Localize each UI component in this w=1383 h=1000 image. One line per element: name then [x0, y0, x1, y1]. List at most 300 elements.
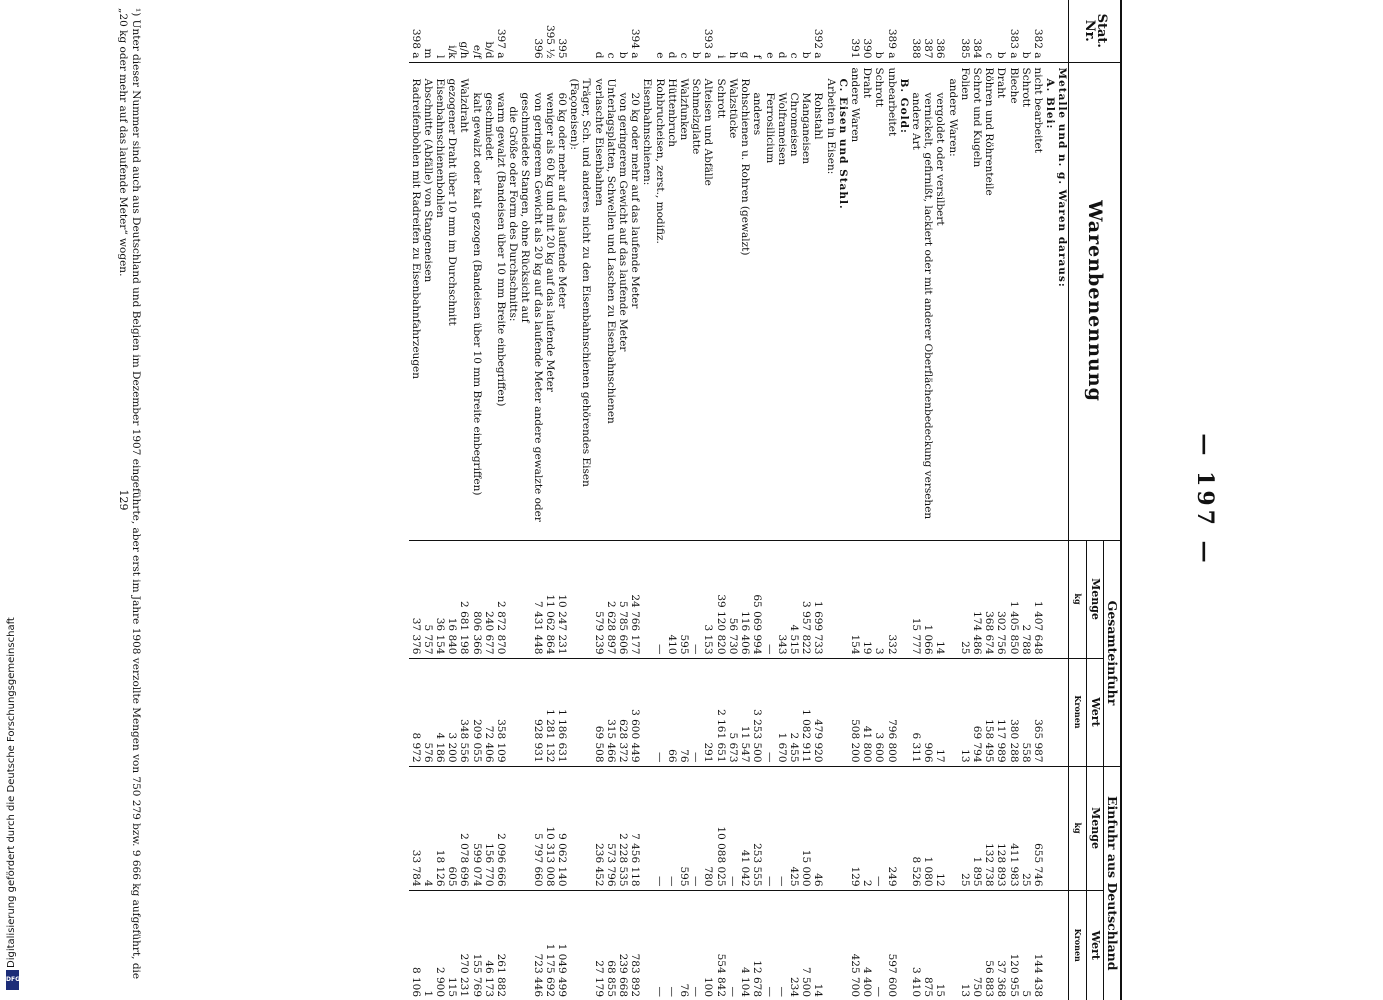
- description-cell: 20 kg oder mehr auf das laufende Meter: [629, 62, 641, 540]
- table-heading-row: [1056, 0, 1069, 1000]
- footnote: ¹) Unter dieser Nummer sind auch aus Deutschland und Belgien im Dezember 1907 eingeführte, aber erst im Jahre 1908 verzollte Mengen von 750 279 bzw. 9 666 kg aufgeführt, die „20 kg oder mehr auf das laufende Meter“ wogen.: [117, 8, 142, 980]
- total-value-cell: 11 547: [739, 658, 751, 766]
- total-value-cell: 796 800: [885, 658, 897, 766]
- description-cell: C. Eisen und Stahl.: [837, 62, 849, 540]
- germany-quantity-cell: 41 042: [739, 766, 751, 890]
- table-row: [971, 0, 983, 1000]
- total-value-cell: [837, 658, 849, 766]
- stat-nr-cell: 393 a: [702, 28, 715, 59]
- germany-value-cell: [507, 890, 519, 1000]
- total-value-cell: 358 109: [495, 658, 507, 766]
- total-value-cell: 72 406: [483, 658, 495, 766]
- germany-quantity-cell: —: [653, 766, 665, 890]
- stat-nr-cell: m: [421, 48, 434, 59]
- total-value-cell: —: [763, 658, 775, 766]
- total-value-cell: 1 186 631: [556, 658, 568, 766]
- table-row: [678, 0, 690, 1000]
- stat-nr-cell: [641, 0, 653, 62]
- germany-quantity-cell: 1 895: [971, 766, 983, 890]
- germany-quantity-cell: 33 784: [409, 766, 421, 890]
- total-quantity-cell: 332: [885, 540, 897, 658]
- germany-quantity-cell: 2 078 696: [458, 766, 470, 890]
- table-row: [922, 0, 934, 1000]
- germany-value-cell: —: [763, 890, 775, 1000]
- germany-quantity-cell: —: [666, 766, 678, 890]
- germany-value-cell: 2 900: [434, 890, 446, 1000]
- stat-nr-cell: c: [983, 52, 996, 59]
- table-row: [690, 0, 702, 1000]
- total-quantity-cell: 65 069 994: [751, 540, 763, 658]
- stat-nr-cell: g: [739, 51, 752, 59]
- total-quantity-cell: 16 840: [446, 540, 458, 658]
- total-value-cell: [641, 658, 653, 766]
- total-value-cell: 209 055: [470, 658, 482, 766]
- description-cell: A. Blei:: [1044, 62, 1056, 540]
- germany-quantity-cell: 5 797 660: [519, 766, 543, 890]
- stat-nr-cell: b: [1019, 51, 1032, 59]
- total-quantity-cell: 5 757: [422, 540, 434, 658]
- germany-quantity-cell: 12: [934, 766, 946, 890]
- germany-quantity-cell: 46: [812, 766, 824, 890]
- table-heading-row: [946, 0, 958, 1000]
- description-cell: Rohbrucheisen, zerst., modifiz.: [653, 62, 665, 540]
- description-cell: vergoldet oder versilbert: [934, 62, 946, 540]
- total-quantity-header: Menge: [1086, 540, 1103, 658]
- germany-value-cell: 27 179: [592, 890, 604, 1000]
- description-cell: Träger, Sch. und anderes nicht zu den Eisenbahnschienen gehörendes Eisen (Façoneisen):: [568, 62, 592, 540]
- total-value-cell: 365 987: [1032, 658, 1044, 766]
- stat-nr-cell: 395: [556, 38, 569, 59]
- germany-value-cell: —: [653, 890, 665, 1000]
- germany-value-cell: 7 500: [800, 890, 812, 1000]
- stat-nr-cell: d: [665, 51, 678, 59]
- germany-value-cell: [568, 890, 592, 1000]
- table-heading-row: [641, 0, 653, 1000]
- germany-quantity-cell: 1 080: [922, 766, 934, 890]
- total-quantity-cell: 368 674: [983, 540, 995, 658]
- total-value-cell: 558: [1020, 658, 1032, 766]
- table-row: [727, 0, 739, 1000]
- germany-quantity-cell: 236 452: [592, 766, 604, 890]
- total-quantity-cell: [946, 540, 958, 658]
- germany-quantity-cell: 605: [446, 766, 458, 890]
- stat-nr-cell: 392 a: [812, 28, 825, 59]
- total-value-cell: 291: [702, 658, 714, 766]
- germany-quantity-cell: 9 062 140: [556, 766, 568, 890]
- table-row: [983, 0, 995, 1000]
- germany-value-cell: 15: [934, 890, 946, 1000]
- description-cell: andere Waren: [849, 62, 861, 540]
- germany-quantity-cell: [824, 766, 836, 890]
- total-quantity-cell: [507, 540, 519, 658]
- germany-quantity-cell: [837, 766, 849, 890]
- total-quantity-cell: 806 366: [470, 540, 482, 658]
- description-cell: von geringerem Gewicht auf das laufende Meter: [617, 62, 629, 540]
- germany-quantity-cell: [507, 766, 519, 890]
- germany-quantity-cell: —: [690, 766, 702, 890]
- total-quantity-cell: 36 154: [434, 540, 446, 658]
- total-value-cell: 6 311: [910, 658, 922, 766]
- table-heading-row: [837, 0, 849, 1000]
- total-quantity-cell: —: [653, 540, 665, 658]
- table-heading-row: [824, 0, 836, 1000]
- stat-nr-cell: h: [726, 51, 739, 59]
- total-quantity-cell: 302 756: [995, 540, 1007, 658]
- total-quantity-cell: 410: [666, 540, 678, 658]
- total-value-cell: 1 082 911: [800, 658, 812, 766]
- germany-value-cell: 37 368: [995, 890, 1007, 1000]
- germany-value-cell: 3 410: [910, 890, 922, 1000]
- total-value-cell: 2 161 651: [715, 658, 727, 766]
- total-value-cell: 3 600: [873, 658, 885, 766]
- germany-quantity-cell: [641, 766, 653, 890]
- stat-nr-cell: [824, 0, 836, 62]
- description-cell: weniger als 60 kg und mit 20 kg auf das laufende Meter: [544, 62, 556, 540]
- total-quantity-cell: [824, 540, 836, 658]
- table-row: [812, 0, 824, 1000]
- total-quantity-cell: 4 515: [788, 540, 800, 658]
- description-cell: Bleche: [1007, 62, 1019, 540]
- table-row: [470, 0, 482, 1000]
- description-cell: die Größe oder Form des Durchschnitts:: [507, 62, 519, 540]
- stat-nr-cell: b: [873, 51, 886, 59]
- table-row: [409, 0, 421, 1000]
- total-quantity-cell: 15 777: [910, 540, 922, 658]
- table-row: [458, 0, 470, 1000]
- total-quantity-cell: 7 431 448: [519, 540, 543, 658]
- stat-nr-cell: 390: [861, 38, 874, 59]
- germany-value-cell: 750: [971, 890, 983, 1000]
- table-row: [800, 0, 812, 1000]
- description-cell: Ferrosilicium: [763, 62, 775, 540]
- table-row: [592, 0, 604, 1000]
- table-row: [519, 0, 543, 1000]
- stat-nr-cell: b: [617, 51, 630, 59]
- germany-quantity-cell: 25: [1020, 766, 1032, 890]
- stat-nr-cell: 387: [922, 38, 935, 59]
- description-cell: Hüttenbruch: [666, 62, 678, 540]
- table-row: [617, 0, 629, 1000]
- table-row: [959, 0, 971, 1000]
- unit-kronen: Kronen: [1069, 890, 1086, 1000]
- total-value-cell: 479 920: [812, 658, 824, 766]
- germany-quantity-cell: —: [763, 766, 775, 890]
- description-cell: Draht: [861, 62, 873, 540]
- description-cell: Draht: [995, 62, 1007, 540]
- stat-nr-cell: 395 ½: [543, 24, 556, 59]
- digitization-note: [6, 600, 20, 990]
- description-cell: unbearbeitet: [885, 62, 897, 540]
- stat-nr-cell: e: [653, 52, 666, 59]
- total-quantity-cell: 1 066: [922, 540, 934, 658]
- total-value-cell: 906: [922, 658, 934, 766]
- total-value-cell: —: [690, 658, 702, 766]
- germany-quantity-header: Menge: [1086, 766, 1103, 890]
- germany-value-cell: 14: [812, 890, 824, 1000]
- germany-value-cell: 13: [959, 890, 971, 1000]
- table-row: [1032, 0, 1044, 1000]
- germany-value-cell: [837, 890, 849, 1000]
- table-row: [995, 0, 1007, 1000]
- total-import-header: Gesamteinfuhr: [1103, 540, 1121, 766]
- germany-value-cell: 723 446: [519, 890, 543, 1000]
- germany-value-cell: 425 700: [849, 890, 861, 1000]
- germany-quantity-cell: 2 096 666: [495, 766, 507, 890]
- germany-value-cell: —: [873, 890, 885, 1000]
- total-quantity-cell: 3: [873, 540, 885, 658]
- germany-value-cell: 239 668: [617, 890, 629, 1000]
- total-quantity-cell: 1 407 648: [1032, 540, 1044, 658]
- total-value-cell: 348 556: [458, 658, 470, 766]
- table-row: [702, 0, 714, 1000]
- total-value-cell: 17: [934, 658, 946, 766]
- stat-nr-cell: 397 a: [495, 28, 508, 59]
- description-cell: geschmiedet: [483, 62, 495, 540]
- total-quantity-cell: [568, 540, 592, 658]
- total-value-cell: [824, 658, 836, 766]
- description-cell: Schrot und Kugeln: [971, 62, 983, 540]
- total-quantity-cell: 595: [678, 540, 690, 658]
- stat-nr-cell: 396: [531, 38, 544, 59]
- germany-quantity-cell: 7 456 118: [629, 766, 641, 890]
- total-quantity-cell: [1056, 540, 1069, 658]
- total-value-cell: 69 794: [971, 658, 983, 766]
- germany-value-cell: 5: [1020, 890, 1032, 1000]
- germany-value-cell: 270 231: [458, 890, 470, 1000]
- germany-value-cell: —: [666, 890, 678, 1000]
- stat-nr-cell: 382 a: [1031, 28, 1044, 59]
- germany-quantity-cell: 599 074: [470, 766, 482, 890]
- description-cell: Walzdraht: [458, 62, 470, 540]
- description-cell: verlaschte Eisenbahnen: [592, 62, 604, 540]
- description-cell: andere Art: [910, 62, 922, 540]
- germany-quantity-cell: 249: [885, 766, 897, 890]
- germany-quantity-cell: 573 796: [605, 766, 617, 890]
- germany-value-cell: 597 600: [885, 890, 897, 1000]
- total-value-cell: 3 600 449: [629, 658, 641, 766]
- total-value-cell: 117 989: [995, 658, 1007, 766]
- description-cell: Schrott: [873, 62, 885, 540]
- germany-value-cell: [1056, 890, 1069, 1000]
- total-quantity-cell: [898, 540, 910, 658]
- germany-value-cell: 554 842: [715, 890, 727, 1000]
- total-value-cell: 1 670: [776, 658, 788, 766]
- germany-quantity-cell: 129: [849, 766, 861, 890]
- total-value-cell: 5 673: [727, 658, 739, 766]
- stat-nr-cell: 394 a: [629, 28, 642, 59]
- description-cell: Manganeisen: [800, 62, 812, 540]
- total-quantity-cell: 174 486: [971, 540, 983, 658]
- stat-nr-cell: e/f: [470, 44, 483, 59]
- stat-nr-cell: 383 a: [1007, 28, 1020, 59]
- germany-quantity-cell: 15 000: [800, 766, 812, 890]
- table-heading-row: [507, 0, 519, 1000]
- total-value-cell: [898, 658, 910, 766]
- stat-nr-cell: b/d: [482, 41, 495, 59]
- germany-value-header: Wert: [1086, 890, 1103, 1000]
- total-value-cell: 66: [666, 658, 678, 766]
- germany-value-cell: [898, 890, 910, 1000]
- total-quantity-cell: 3 153: [702, 540, 714, 658]
- stat-nr-cell: 388: [909, 38, 922, 59]
- stat-nr-cell: 398 a: [409, 28, 422, 59]
- total-quantity-cell: 2 628 897: [605, 540, 617, 658]
- unit-kg: kg: [1069, 540, 1086, 658]
- stat-nr-cell: [837, 0, 849, 62]
- table-row: [763, 0, 775, 1000]
- stat-nr-cell: b: [690, 51, 703, 59]
- germany-value-cell: —: [727, 890, 739, 1000]
- germany-value-cell: [946, 890, 958, 1000]
- table-row: [544, 0, 556, 1000]
- germany-value-cell: 1 049 499: [556, 890, 568, 1000]
- description-cell: Walzfunken: [678, 62, 690, 540]
- total-quantity-cell: [1044, 540, 1056, 658]
- germany-value-cell: 144 438: [1032, 890, 1044, 1000]
- table-row: [446, 0, 458, 1000]
- stat-nr-cell: i/k: [446, 45, 459, 59]
- germany-value-cell: 783 892: [629, 890, 641, 1000]
- total-quantity-cell: 154: [849, 540, 861, 658]
- germany-value-cell: 68 855: [605, 890, 617, 1000]
- total-value-cell: —: [653, 658, 665, 766]
- germany-quantity-cell: [568, 766, 592, 890]
- table-row: [495, 0, 507, 1000]
- sheet-number: 129: [117, 489, 130, 511]
- table-row: [788, 0, 800, 1000]
- total-quantity-cell: 25: [959, 540, 971, 658]
- germany-quantity-cell: 128 893: [995, 766, 1007, 890]
- total-quantity-cell: 14: [934, 540, 946, 658]
- description-cell: B. Gold:: [898, 62, 910, 540]
- import-statistics-table: [409, 0, 1122, 1000]
- germany-quantity-cell: 655 746: [1032, 766, 1044, 890]
- stat-nr-cell: 391: [848, 38, 861, 59]
- total-value-cell: 69 508: [592, 658, 604, 766]
- total-value-cell: 928 931: [519, 658, 543, 766]
- stat-nr-cell: d: [592, 51, 605, 59]
- stat-nr-cell: d: [775, 51, 788, 59]
- germany-quantity-cell: 425: [788, 766, 800, 890]
- germany-quantity-cell: [1056, 766, 1069, 890]
- stat-nr-cell: 384: [970, 38, 983, 59]
- dfg-logo: DFG: [6, 970, 19, 990]
- stat-nr-cell: f: [751, 54, 764, 59]
- total-value-cell: 8 972: [409, 658, 421, 766]
- table-row: [422, 0, 434, 1000]
- table-row: [739, 0, 751, 1000]
- description-cell: anderes: [751, 62, 763, 540]
- germany-value-cell: 12 678: [751, 890, 763, 1000]
- germany-value-cell: 1: [422, 890, 434, 1000]
- total-value-cell: [568, 658, 592, 766]
- germany-quantity-cell: [1044, 766, 1056, 890]
- description-cell: Rohschienen u. Rohren (gewalzt): [739, 62, 751, 540]
- total-quantity-cell: 579 239: [592, 540, 604, 658]
- total-quantity-cell: —: [763, 540, 775, 658]
- germany-value-cell: 8 106: [409, 890, 421, 1000]
- germany-value-cell: 56 883: [983, 890, 995, 1000]
- description-cell: andere Waren:: [946, 62, 958, 540]
- description-cell: vernickelt, gefirnißt, lackiert oder mit anderer Oberflächenbedeckung versehen: [922, 62, 934, 540]
- stat-nr-cell: [898, 0, 910, 62]
- total-quantity-cell: 37 376: [409, 540, 421, 658]
- germany-value-cell: 115: [446, 890, 458, 1000]
- stat-nr-cell: b: [995, 51, 1008, 59]
- germany-quantity-cell: 780: [702, 766, 714, 890]
- stat-nr-cell: b: [800, 51, 813, 59]
- description-cell: Alteisen und Abfälle: [702, 62, 714, 540]
- stat-nr-cell: l: [434, 55, 447, 59]
- table-row: [776, 0, 788, 1000]
- description-cell: Folien: [959, 62, 971, 540]
- total-quantity-cell: 240 677: [483, 540, 495, 658]
- table-row: [483, 0, 495, 1000]
- germany-quantity-cell: [898, 766, 910, 890]
- table-row: [434, 0, 446, 1000]
- germany-value-cell: 234: [788, 890, 800, 1000]
- table-row: [666, 0, 678, 1000]
- germany-value-cell: [641, 890, 653, 1000]
- total-quantity-cell: 3 957 822: [800, 540, 812, 658]
- digitization-note-text: Digitalisierung gefördert durch die Deutsche Forschungsgemeinschaft: [6, 617, 17, 968]
- table-row: [629, 0, 641, 1000]
- total-quantity-cell: 343: [776, 540, 788, 658]
- total-quantity-cell: 56 730: [727, 540, 739, 658]
- description-cell: Arbeiten in Eisen:: [824, 62, 836, 540]
- germany-value-cell: 261 882: [495, 890, 507, 1000]
- germany-value-cell: 76: [678, 890, 690, 1000]
- total-quantity-cell: 10 247 231: [556, 540, 568, 658]
- germany-value-cell: 4 104: [739, 890, 751, 1000]
- table-heading-row: [898, 0, 910, 1000]
- stat-nr-cell: [507, 0, 519, 62]
- description-cell: gezogener Draht über 10 mm im Durchschnitt: [446, 62, 458, 540]
- page-number: — 197 —: [1192, 433, 1218, 567]
- total-value-cell: 76: [678, 658, 690, 766]
- stat-nr-cell: 389 a: [885, 28, 898, 59]
- germany-quantity-cell: 253 555: [751, 766, 763, 890]
- table-row: [910, 0, 922, 1000]
- germany-value-cell: —: [776, 890, 788, 1000]
- total-quantity-cell: 2 872 870: [495, 540, 507, 658]
- stat-nr-cell: i: [714, 55, 727, 59]
- germany-quantity-cell: 2 228 535: [617, 766, 629, 890]
- description-cell: warm gewalzt (Bandeisen über 10 mm Breite einbegriffen): [495, 62, 507, 540]
- description-cell: kalt gewalzt oder kalt gezogen (Bandeisen über 10 mm Breite einbegriffen): [470, 62, 482, 540]
- germany-quantity-cell: 156 770: [483, 766, 495, 890]
- total-value-cell: 3 200: [446, 658, 458, 766]
- stat-nr-cell: e: [763, 52, 776, 59]
- description-cell: Abschnitte (Abfälle) von Stangeneisen: [422, 62, 434, 540]
- stat-nr-cell: c: [787, 52, 800, 59]
- total-value-cell: [507, 658, 519, 766]
- description-cell: Schmelzglatte: [690, 62, 702, 540]
- germany-value-cell: 100: [702, 890, 714, 1000]
- unit-kronen: Kronen: [1069, 658, 1086, 766]
- description-cell: Röhren und Röhrenteile: [983, 62, 995, 540]
- description-cell: Walzstücke: [727, 62, 739, 540]
- stat-nr-cell: 385: [958, 38, 971, 59]
- description-cell: Radreifenbohlen mit Radreifen zu Eisenbahnfahrzeugen: [409, 62, 421, 540]
- germany-quantity-cell: 411 983: [1007, 766, 1019, 890]
- germany-quantity-cell: 8 526: [910, 766, 922, 890]
- description-cell: 60 kg oder mehr auf das laufende Meter: [556, 62, 568, 540]
- unit-kg: kg: [1069, 766, 1086, 890]
- total-quantity-cell: 2 681 198: [458, 540, 470, 658]
- total-value-cell: 508 200: [849, 658, 861, 766]
- total-quantity-cell: [837, 540, 849, 658]
